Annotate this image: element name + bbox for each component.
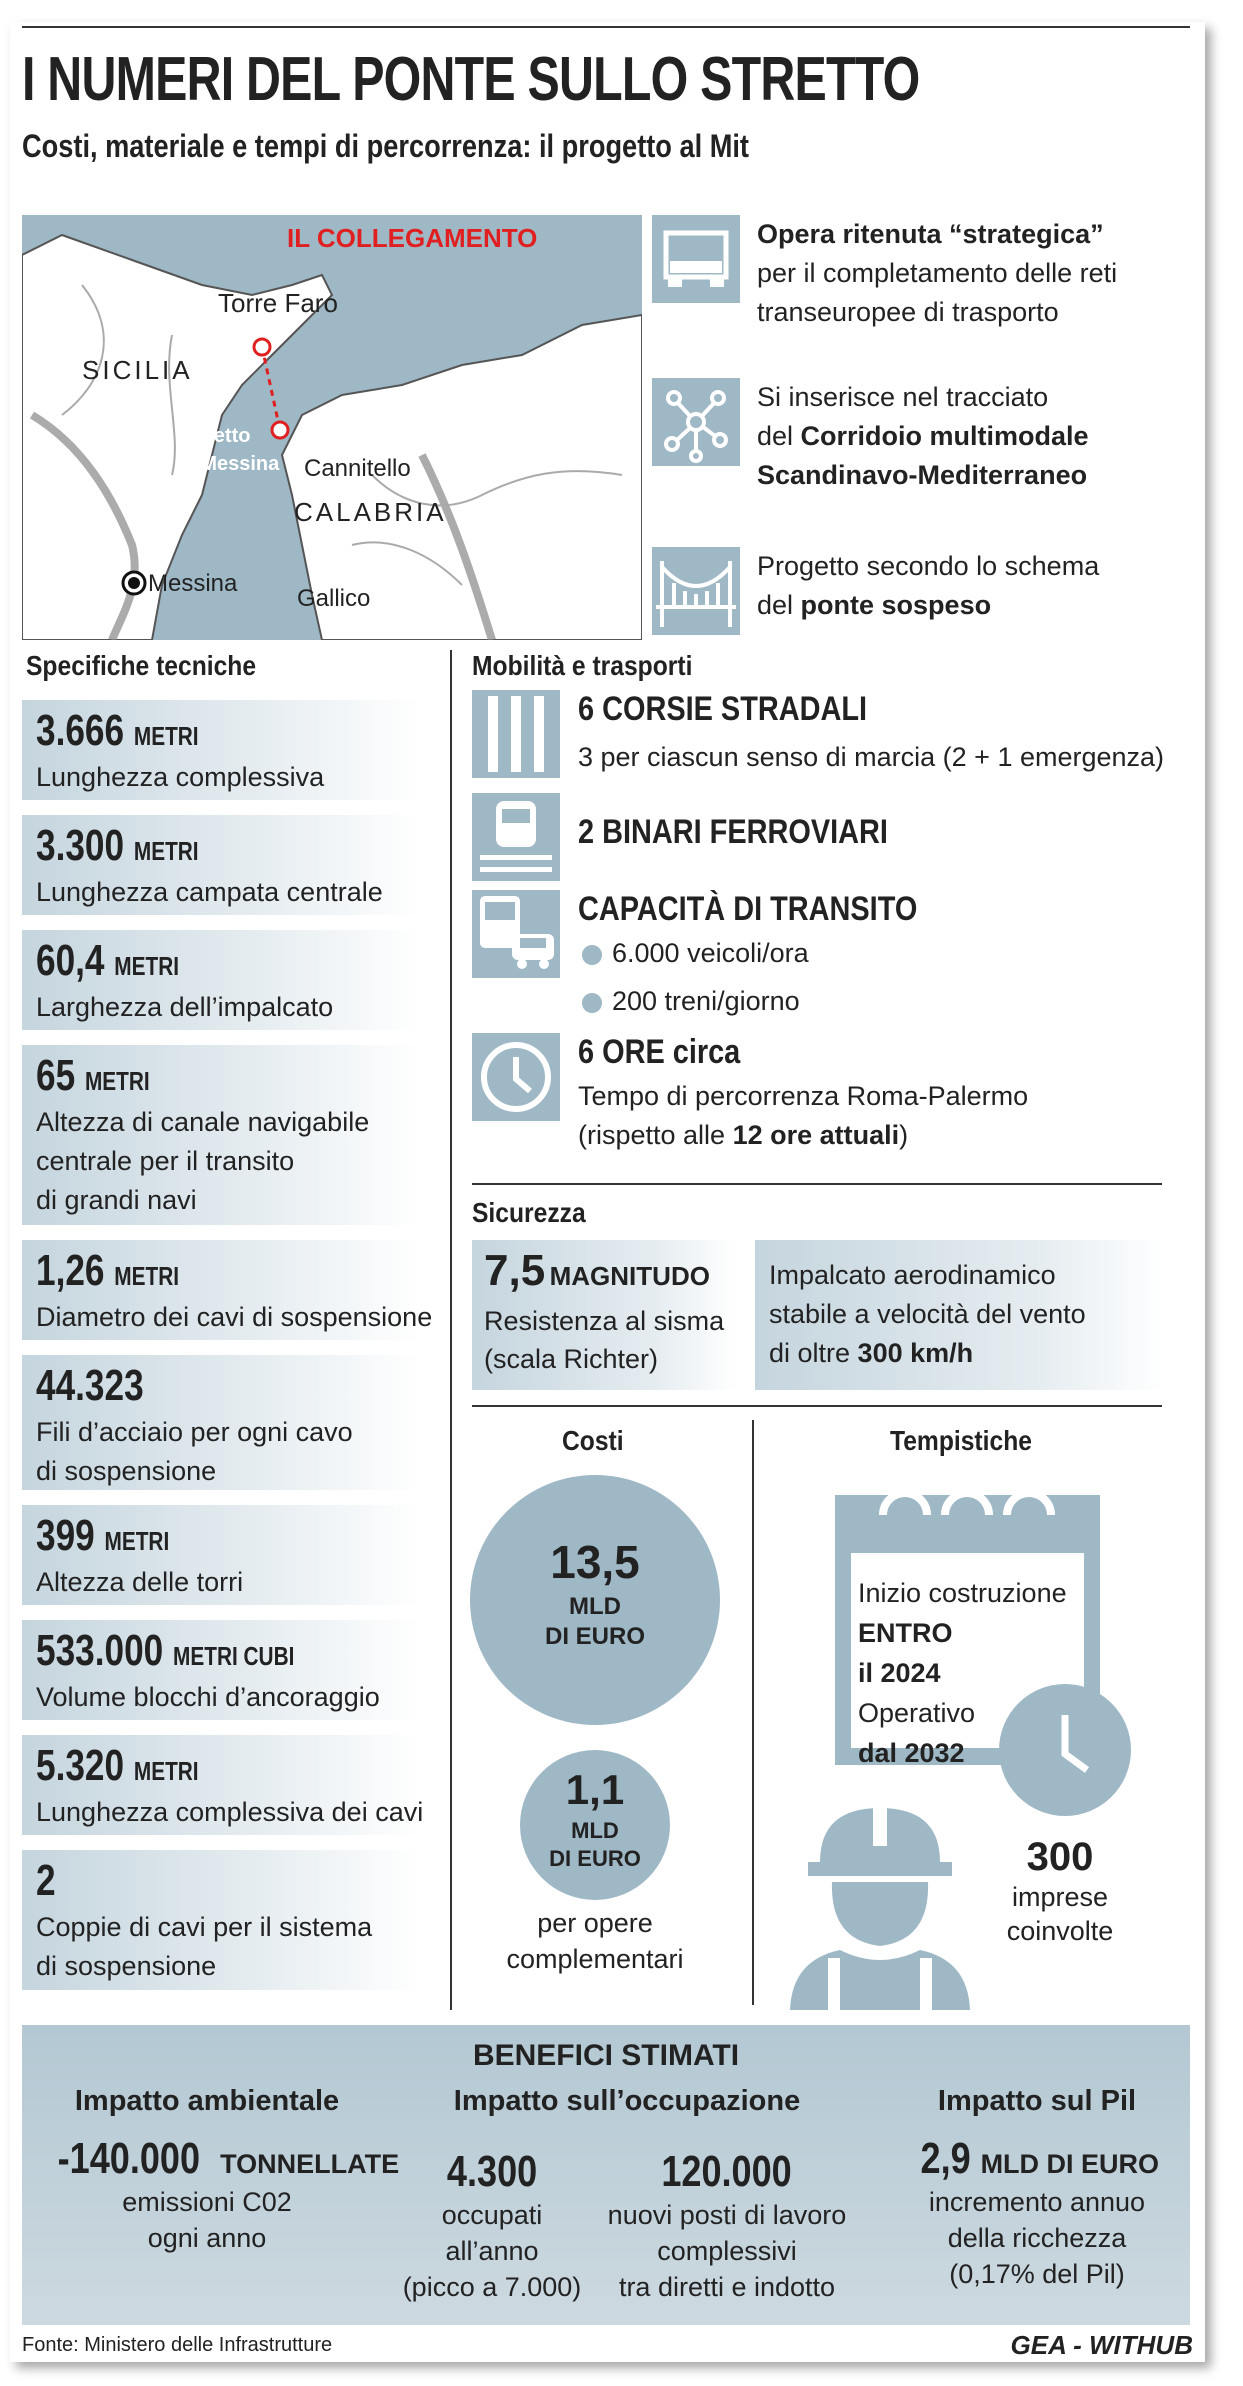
- time-title: 6 ORE circa: [578, 1033, 741, 1071]
- spec-description: Larghezza dell’impalcato: [36, 992, 334, 1022]
- timeline-line2: ENTRO: [858, 1618, 953, 1648]
- label-torre-faro: Torre Faro: [218, 288, 338, 318]
- page-subtitle: Costi, materiale e tempi di percorrenza: il progetto al Mit: [22, 128, 749, 164]
- env-desc2: ogni anno: [147, 2223, 267, 2253]
- time-desc2-post: ): [899, 1120, 909, 1150]
- cost-main-circle: [470, 1475, 720, 1725]
- cost-main-unit1: MLD: [569, 1593, 621, 1620]
- cost-extra-circle: [520, 1750, 670, 1900]
- spec-description: di sospensione: [36, 1456, 217, 1486]
- spec-unit: METRI CUBI: [173, 1641, 295, 1671]
- suspension-bridge-icon: [652, 547, 740, 635]
- spec-description: di grandi navi: [36, 1185, 197, 1215]
- pil-title: Impatto sul Pil: [937, 2085, 1137, 2117]
- time-desc1: Tempo di percorrenza Roma-Palermo: [578, 1081, 1029, 1111]
- feature-corridor-line3: Scandinavo-Mediterraneo: [757, 460, 1088, 490]
- worker-icon: [780, 1800, 980, 2010]
- spec-description: centrale per il transito: [36, 1146, 295, 1176]
- spec-description: Altezza di canale navigabile: [36, 1107, 370, 1137]
- cost-extra-num: 1,1: [565, 1766, 625, 1813]
- occ2-desc2: complessivi: [657, 2236, 797, 2266]
- spec-description: Altezza delle torri: [36, 1567, 244, 1597]
- cost-extra-unit2: DI EURO: [549, 1846, 641, 1871]
- wind-line3: [769, 1334, 1086, 1373]
- spec-unit: METRI: [133, 1756, 199, 1786]
- spec-item: [22, 1620, 422, 1720]
- spec-number: 1,26: [36, 1246, 105, 1295]
- timeline-heading: Tempistiche: [890, 1425, 1032, 1456]
- spec-description: Coppie di cavi per il sistema: [36, 1912, 373, 1942]
- time-desc2-bold: 12 ore attuali: [732, 1120, 900, 1150]
- magnitude-desc: [484, 1302, 724, 1378]
- wind-box: [755, 1240, 1165, 1390]
- network-icon: [652, 378, 740, 466]
- feature-suspension-line2-pre: del: [757, 590, 801, 620]
- road-lanes-icon: [472, 690, 560, 778]
- pil-desc2: della ricchezza: [947, 2223, 1127, 2253]
- top-rule: [22, 26, 1190, 28]
- feature-strategic-text: [757, 215, 1237, 332]
- cost-extra-desc1: per opere: [537, 1908, 653, 1938]
- pil-desc1: incremento annuo: [928, 2187, 1146, 2217]
- spec-value: [36, 1741, 199, 1791]
- spec-unit: METRI: [84, 1066, 150, 1096]
- bus-car-icon: [472, 890, 560, 978]
- timeline-line1: Inizio costruzione: [858, 1578, 1067, 1608]
- occ2-desc1: nuovi posti di lavoro: [607, 2200, 847, 2230]
- occ-title: Impatto sull’occupazione: [453, 2085, 801, 2117]
- divider-costs: [472, 1405, 1162, 1407]
- feature-strategic-bold: Opera ritenuta “strategica”: [757, 219, 1104, 249]
- timeline-line4: Operativo: [858, 1698, 976, 1728]
- timeline-line3: il 2024: [858, 1658, 941, 1688]
- spec-unit: METRI: [104, 1526, 170, 1556]
- feature-suspension-line2: [757, 586, 1237, 625]
- spec-value: [36, 821, 199, 871]
- capacity-trains-text: 200 treni/giorno: [612, 986, 800, 1016]
- env-desc1: emissioni C02: [122, 2187, 292, 2217]
- env-num: -140.000: [57, 2134, 201, 2183]
- calendar-rings: [835, 1455, 1100, 1535]
- wind-text: [769, 1256, 1086, 1373]
- magnitude-unit: MAGNITUDO: [549, 1261, 710, 1291]
- env-title: Impatto ambientale: [74, 2085, 340, 2117]
- cost-main-num: 13,5: [550, 1536, 640, 1588]
- spec-item: [22, 700, 422, 800]
- lanes-title: 6 CORSIE STRADALI: [578, 690, 868, 728]
- env-unit: TONNELLATE: [220, 2149, 400, 2179]
- companies-num: 300: [1026, 1835, 1094, 1879]
- spec-value: [36, 1856, 56, 1906]
- feature-suspension-line2-bold: ponte sospeso: [800, 590, 992, 620]
- bullet-dot: [582, 945, 602, 965]
- spec-description: Lunghezza campata centrale: [36, 877, 383, 907]
- spec-item: [22, 815, 422, 915]
- benefit-employment-total: [592, 2147, 862, 2305]
- capacity-title: CAPACITÀ DI TRANSITO: [578, 890, 918, 928]
- benefits-panel: [22, 2025, 1190, 2325]
- spec-value: [36, 1246, 179, 1296]
- spec-unit: METRI: [133, 721, 199, 751]
- costs-heading: Costi: [562, 1425, 624, 1456]
- label-calabria: CALABRIA: [294, 497, 447, 527]
- companies-desc2: coinvolte: [1006, 1916, 1114, 1946]
- spec-number: 3.666: [36, 706, 125, 755]
- wind-line1: Impalcato aerodinamico: [769, 1260, 1056, 1290]
- page-title: I NUMERI DEL PONTE SULLO STRETTO: [22, 45, 920, 114]
- rail-title: 2 BINARI FERROVIARI: [578, 813, 888, 851]
- feature-corridor-line1: Si inserisce nel tracciato: [757, 382, 1049, 412]
- spec-number: 44.323: [36, 1361, 144, 1410]
- spec-number: 65: [36, 1051, 76, 1100]
- label-di-messina: di Messina: [177, 453, 280, 475]
- map-drawing: [22, 215, 642, 640]
- occ1-num: 4.300: [446, 2147, 538, 2196]
- spec-value: [36, 1511, 169, 1561]
- cost-extra-desc: [470, 1905, 720, 1977]
- feature-corridor-line2-pre: del: [757, 421, 801, 451]
- feature-strategic-line2: per il completamento delle reti: [757, 258, 1118, 288]
- occ1-desc1: occupati: [441, 2200, 543, 2230]
- bullet-dot: [582, 993, 602, 1013]
- spec-description: di sospensione: [36, 1951, 217, 1981]
- wind-line3-pre: di oltre: [769, 1338, 858, 1368]
- time-desc2-pre: (rispetto alle: [578, 1120, 733, 1150]
- spec-value: [36, 706, 199, 756]
- pil-unit: MLD DI EURO: [980, 2149, 1160, 2179]
- costs-divider: [752, 1420, 754, 2005]
- feature-suspension-line1: Progetto secondo lo schema: [757, 551, 1100, 581]
- spec-value: [36, 1626, 294, 1676]
- feature-corridor: [652, 378, 1212, 498]
- occ2-num: 120.000: [661, 2147, 793, 2196]
- label-sicilia: SICILIA: [82, 355, 193, 385]
- benefits-heading: BENEFICI STIMATI: [472, 2039, 740, 2072]
- spec-number: 2: [36, 1856, 56, 1905]
- magnitude-box: [472, 1240, 737, 1390]
- specs-heading: Specifiche tecniche: [26, 650, 257, 681]
- brand-logo: GEA - WITHUB: [1010, 2330, 1193, 2360]
- cost-extra-unit1: MLD: [571, 1818, 619, 1843]
- spec-item: [22, 1045, 422, 1225]
- pil-desc3: (0,17% del Pil): [949, 2259, 1125, 2289]
- spec-description: Lunghezza complessiva: [36, 762, 325, 792]
- label-gallico: Gallico: [297, 585, 371, 612]
- cost-extra-desc2: complementari: [506, 1944, 684, 1974]
- divider-safety: [472, 1183, 1162, 1185]
- label-stretto: Stretto: [186, 425, 251, 447]
- source-note: Fonte: Ministero delle Infrastrutture: [22, 2334, 333, 2356]
- strait-map: [22, 215, 642, 640]
- spec-item: [22, 1850, 422, 1990]
- spec-description: Volume blocchi d’ancoraggio: [36, 1682, 380, 1712]
- spec-item: [22, 1240, 433, 1340]
- spec-value: [36, 936, 179, 986]
- occ2-desc3: tra diretti e indotto: [618, 2272, 836, 2302]
- capacity-vehicles-text: 6.000 veicoli/ora: [612, 938, 809, 968]
- benefit-employment: [432, 2085, 822, 2118]
- label-messina: Messina: [148, 570, 238, 597]
- spec-value: [36, 1361, 144, 1411]
- spec-description: Fili d’acciaio per ogni cavo: [36, 1417, 353, 1447]
- spec-description: Lunghezza complessiva dei cavi: [36, 1797, 424, 1827]
- spec-item: [22, 1505, 422, 1605]
- wind-line2: stabile a velocità del vento: [769, 1299, 1086, 1329]
- feature-strategic: [652, 215, 1212, 335]
- spec-item: [22, 1735, 422, 1835]
- pil-value: [902, 2134, 1172, 2184]
- column-divider: [450, 650, 452, 2010]
- benefit-employment-yearly: [402, 2147, 582, 2305]
- benefit-environment: [42, 2085, 400, 2256]
- clock-icon: [472, 1033, 560, 1121]
- time-desc2: [578, 1116, 908, 1155]
- bridge-route: [262, 347, 280, 430]
- spec-number: 399: [36, 1511, 95, 1560]
- capacity-vehicles: [582, 934, 809, 973]
- lanes-desc: 3 per ciascun senso di marcia (2 + 1 emergenza): [578, 742, 1165, 772]
- occ1-desc3: (picco a 7.000): [402, 2272, 582, 2302]
- feature-corridor-line2-bold: Corridoio multimodale: [800, 421, 1089, 451]
- magnitude-value: [484, 1246, 710, 1296]
- safety-heading: Sicurezza: [472, 1197, 586, 1228]
- train-icon: [472, 793, 560, 881]
- cost-main-unit2: DI EURO: [544, 1623, 645, 1650]
- feature-corridor-line2: [757, 417, 1237, 456]
- spec-number: 5.320: [36, 1741, 125, 1790]
- capacity-trains: [582, 982, 800, 1021]
- spec-number: 533.000: [36, 1626, 164, 1675]
- map-title: IL COLLEGAMENTO: [287, 223, 538, 253]
- spec-item: [22, 930, 422, 1030]
- spec-unit: METRI: [133, 836, 199, 866]
- mobility-heading: Mobilità e trasporti: [472, 650, 693, 681]
- timeline-line5: dal 2032: [858, 1738, 965, 1768]
- magnitude-num: 7,5: [484, 1246, 546, 1295]
- spec-number: 3.300: [36, 821, 125, 870]
- spec-description: Diametro dei cavi di sospensione: [36, 1302, 433, 1332]
- feature-suspension: [652, 547, 1212, 637]
- pil-num: 2,9: [920, 2134, 971, 2183]
- magnitude-desc2: (scala Richter): [484, 1344, 659, 1374]
- feature-suspension-text: [757, 547, 1237, 625]
- feature-corridor-text: [757, 378, 1237, 495]
- magnitude-desc1: Resistenza al sisma: [484, 1306, 725, 1336]
- occ1-desc2: all’anno: [445, 2236, 539, 2266]
- wind-line3-bold: 300 km/h: [857, 1338, 974, 1368]
- companies-desc1: imprese: [1011, 1882, 1109, 1912]
- stopwatch-icon: [995, 1680, 1135, 1820]
- spec-unit: METRI: [114, 951, 180, 981]
- benefit-gdp: [902, 2085, 1172, 2292]
- spec-number: 60,4: [36, 936, 105, 985]
- env-value: [42, 2134, 400, 2184]
- truck-icon: [652, 215, 740, 303]
- label-cannitello: Cannitello: [304, 455, 411, 482]
- spec-unit: METRI: [114, 1261, 180, 1291]
- spec-item: [22, 1355, 422, 1490]
- companies: [1000, 1835, 1120, 1948]
- feature-strategic-line3: transeuropee di trasporto: [757, 297, 1059, 327]
- spec-value: [36, 1051, 150, 1101]
